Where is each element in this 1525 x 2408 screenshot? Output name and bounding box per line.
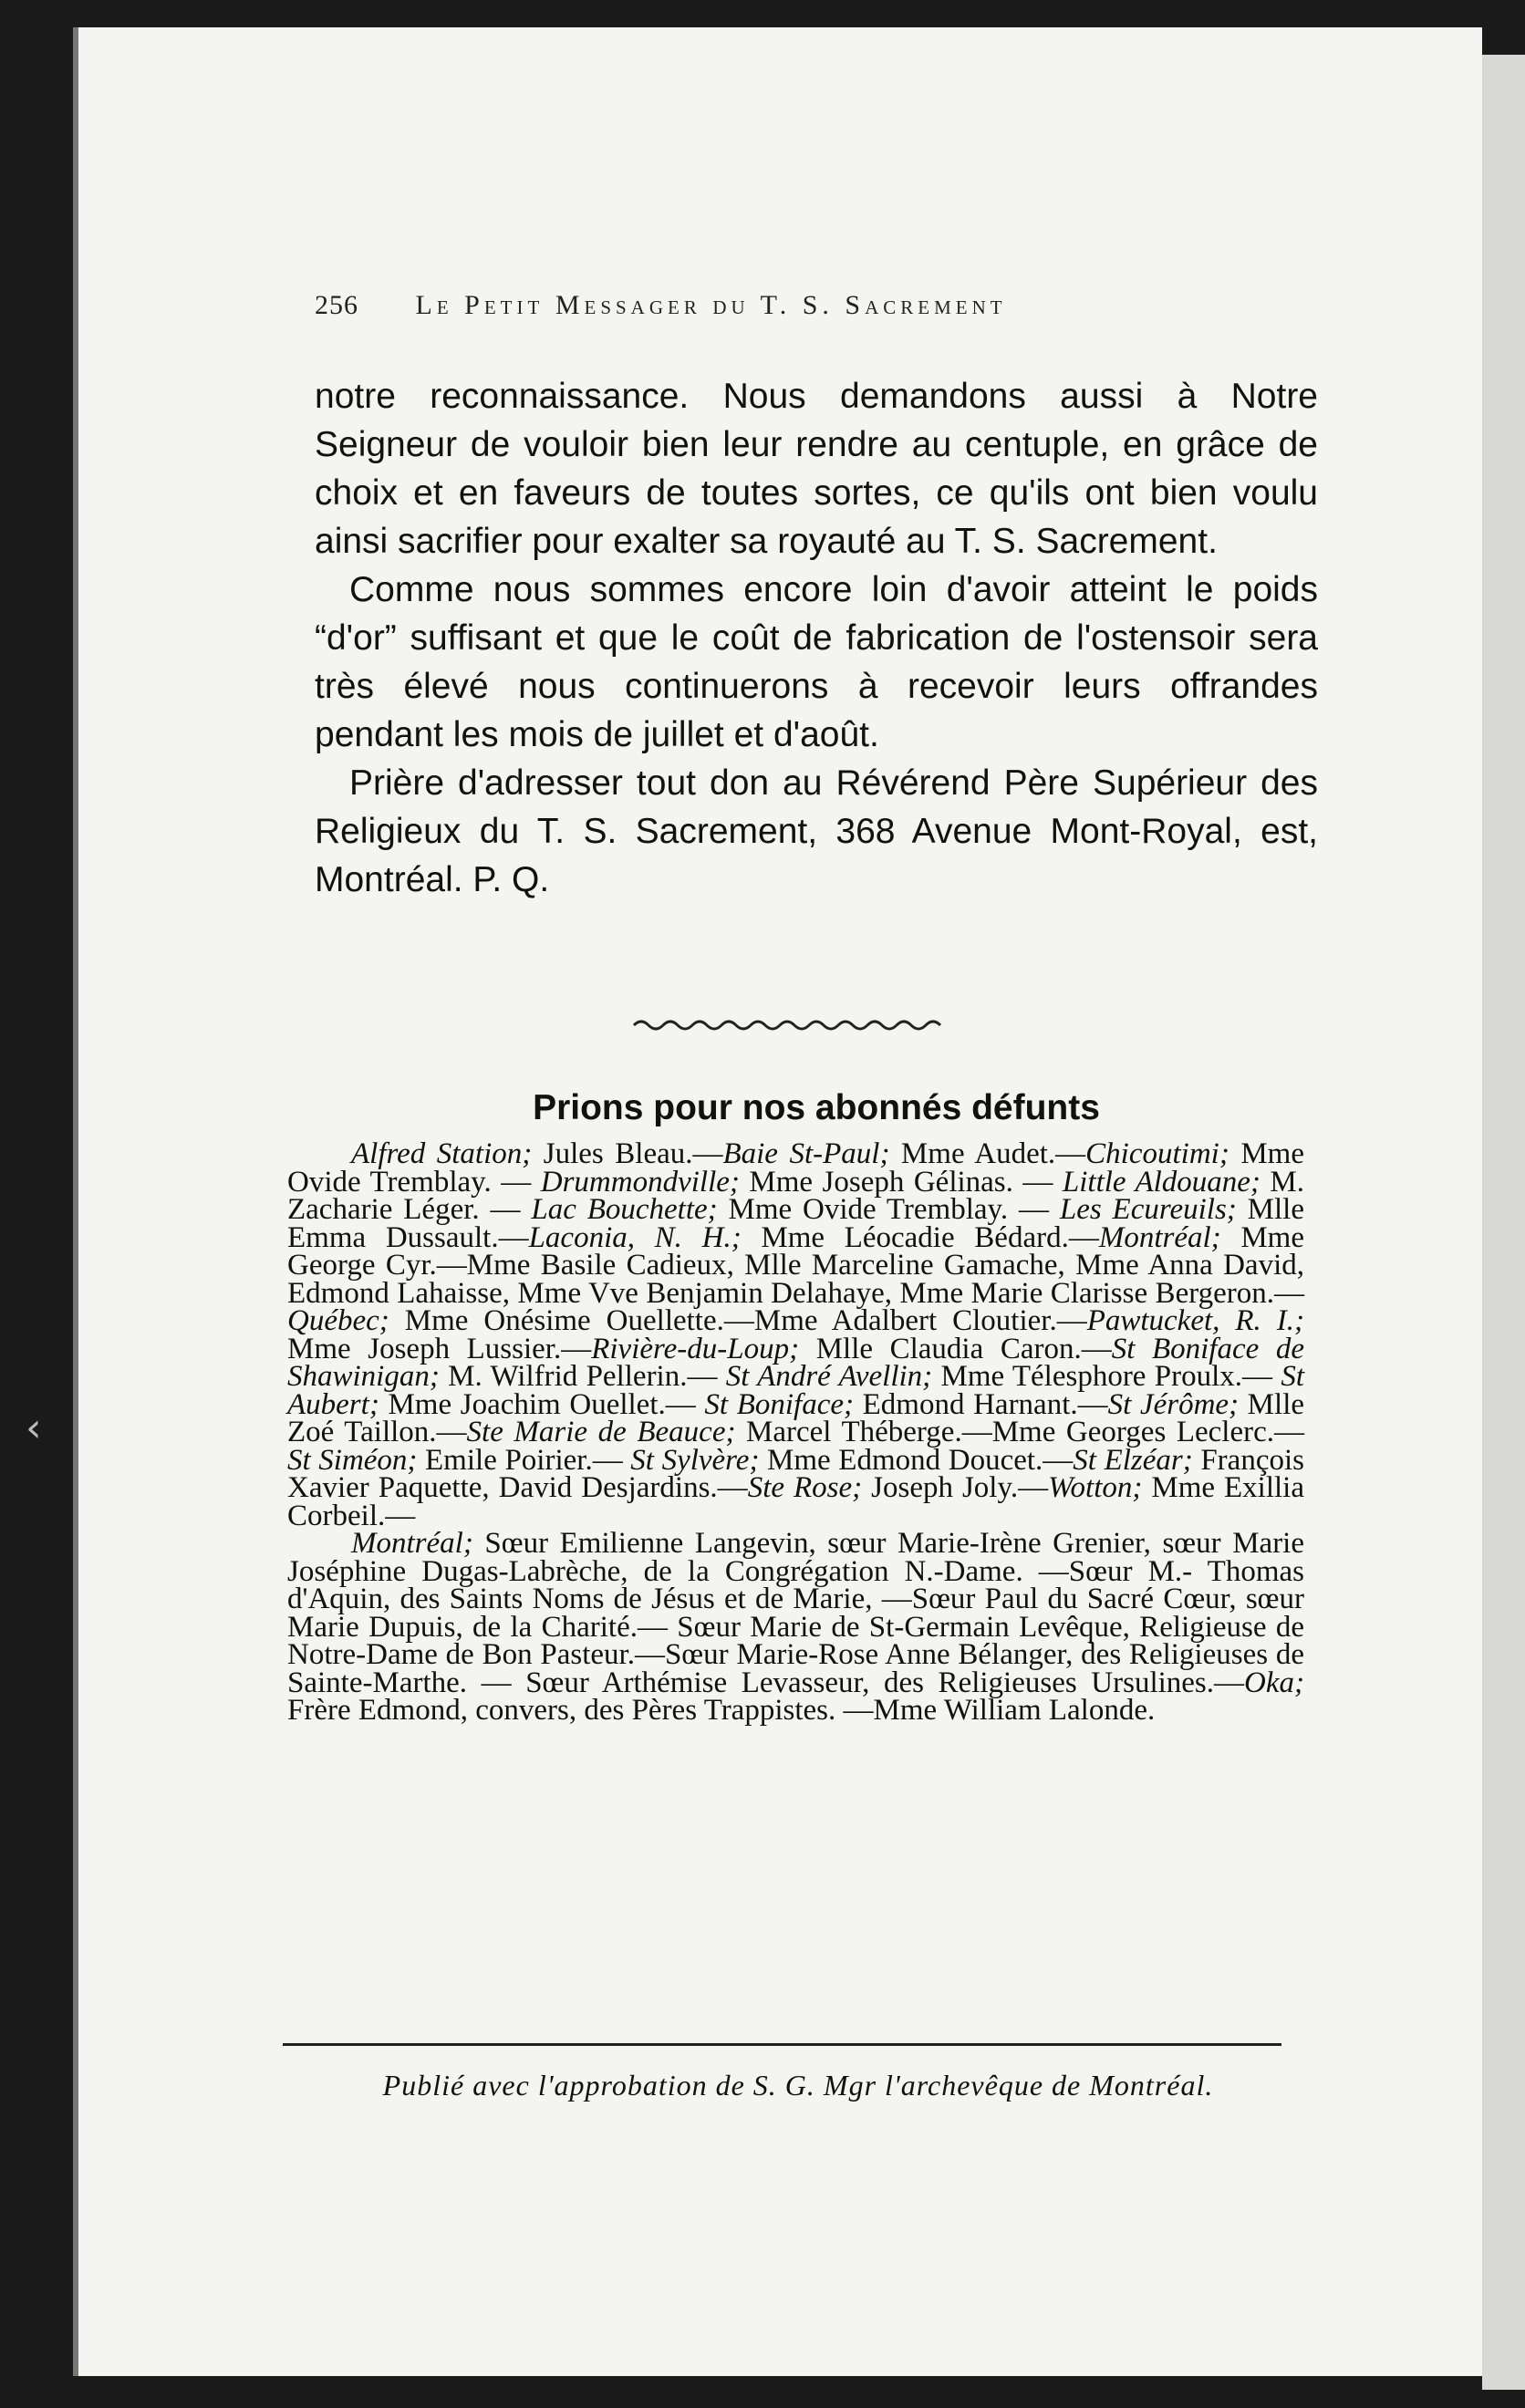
name-text: M. Wilfrid Pellerin.— [439,1360,726,1393]
name-text: Mme Joseph Lussier.— [287,1332,592,1365]
name-text: Marcel Théberge.—Mme Georges Leclerc.— [735,1416,1305,1448]
place-name: Oka; [1244,1666,1304,1699]
name-text: Mlle Emma Dussault.— [287,1193,1304,1254]
place-name: Drummondville; [540,1165,740,1199]
place-name: Ste Rose; [747,1471,863,1504]
paragraph-2: Comme nous sommes encore loin d'avoir atteint le poids “d'or” suffisant et que le coût de fabrication de l'ostensoir sera très élevé nous continuerons à recevoir leurs offrandes pendant les mois de juillet et d'août. [315,570,1318,754]
name-text: Frère Edmond, convers, des Pères Trappistes. —Mme William Lalonde. [287,1694,1156,1727]
place-name: Les Ecureuils; [1059,1193,1237,1226]
place-name: Pawtucket, R. I.; [1086,1304,1304,1337]
obituary-paragraph-2 [287,1527,1304,1727]
place-name: Alfred Station; [351,1137,533,1170]
name-text: François Xavier Paquette, David Desjardins.— [287,1443,1304,1504]
place-name: Baie St-Paul; [722,1137,890,1170]
place-name: Laconia, N. H.; [528,1220,742,1254]
paragraph-1: notre reconnaissance. Nous demandons aussi à Notre Seigneur de vouloir bien leur rendre au centuple, en grâce de choix et en faveurs de toutes sortes, ce qu'ils ont bien voulu ainsi sacrifier pour exalter sa royauté au T. S. Sacrement. [315,377,1318,561]
place-name: St André Avellin; [725,1360,933,1393]
place-name: St Boniface; [704,1387,854,1421]
place-name: Little Aldouane; [1062,1165,1260,1199]
place-name: Wotton; [1048,1471,1143,1504]
place-name: Québec; [287,1304,389,1337]
name-text: Edmond Harnant.— [853,1387,1108,1421]
name-text: Jules Bleau.— [532,1137,723,1170]
place-name: St Elzéar; [1073,1443,1193,1477]
place-name: Montréal; [351,1527,473,1560]
running-title: Le Petit Messager du T. S. Sacrement [415,290,1007,320]
name-text: Mme George Cyr.—Mme Basile Cadieux, Mlle Marceline Gamache, Mme Anna David, Edmond Lahaisse, Mme Vve Benjamin Delahaye, Mme Marie Clarisse Bergeron.— [287,1220,1304,1310]
place-name: St Sylvère; [630,1443,760,1477]
name-text: Mme Onésime Ouellette.—Mme Adalbert Cloutier.— [389,1304,1087,1337]
name-text: Sœur Emilienne Langevin, sœur Marie-Irène Grenier, sœur Marie Joséphine Dugas-Labrèche, de la Congrégation N.-Dame. —Sœur M.- Thomas d'Aquin, des Saints Noms de Jésus et de Marie, —Sœur Paul du Sacré Cœur, sœur Marie Dupuis, de la Charité.— Sœur Marie de St-Germain Levêque, Religieuse de Notre-Dame de Bon Pasteur.—Sœur Marie-Rose Anne Bélanger, des Religieuses de Sainte-Marthe. — Sœur Arthémise Levasseur, des Religieuses Ursulines.— [287,1527,1304,1699]
footer-rule [283,2043,1281,2046]
paragraph-3: Prière d'adresser tout don au Révérend Père Supérieur des Religieux du T. S. Sacrement, 368 Avenue Mont-Royal, est, Montréal. P. Q. [315,763,1318,899]
name-text: Mme Télesphore Proulx.— [932,1360,1281,1393]
obituary-list [287,1137,1305,1727]
place-name: Rivière-du-Loup; [591,1332,800,1365]
place-name: Chicoutimi; [1085,1137,1229,1170]
place-name: Lac Bouchette; [531,1193,718,1226]
place-name: Montréal; [1098,1220,1221,1254]
running-header [315,290,1227,321]
imprimatur-note: Publié avec l'approbation de S. G. Mgr l'archevêque de Montréal. [382,2069,1214,2102]
obituary-paragraph-1 [287,1137,1305,1532]
adjacent-page-edge [1482,55,1525,2390]
name-text: Mlle Claudia Caron.— [799,1332,1112,1365]
name-text: Mme Ovide Tremblay. — [287,1137,1304,1199]
place-name: St Boniface de Shawinigan; [287,1332,1304,1393]
name-text: Joseph Joly.— [862,1471,1049,1504]
section-title: Prions pour nos abonnés défunts [533,1088,1100,1127]
binding-mark: ‹ [26,1405,42,1451]
body-text [315,372,1318,904]
place-name: St Aubert; [287,1360,1305,1421]
name-text: Mme Exillia Corbeil.— [287,1471,1304,1532]
ornamental-divider [629,1012,949,1040]
name-text: Mme Ovide Tremblay. — [717,1193,1060,1226]
name-text: Mlle Zoé Taillon.— [287,1387,1305,1448]
name-text: M. Zacharie Léger. — [287,1165,1305,1226]
name-text: Mme Joachim Ouellet.— [379,1387,705,1421]
name-text: Emile Poirier.— [417,1443,631,1477]
name-text: Mme Joseph Gélinas. — [739,1165,1063,1199]
name-text: Mme Edmond Doucet.— [759,1443,1074,1477]
place-name: Ste Marie de Beauce; [466,1416,736,1448]
page-number: 256 [315,290,358,320]
name-text: Mme Léocadie Bédard.— [741,1220,1099,1254]
place-name: St Siméon; [287,1443,418,1477]
name-text: Mme Audet.— [889,1137,1086,1170]
place-name: St Jérôme; [1107,1387,1240,1421]
